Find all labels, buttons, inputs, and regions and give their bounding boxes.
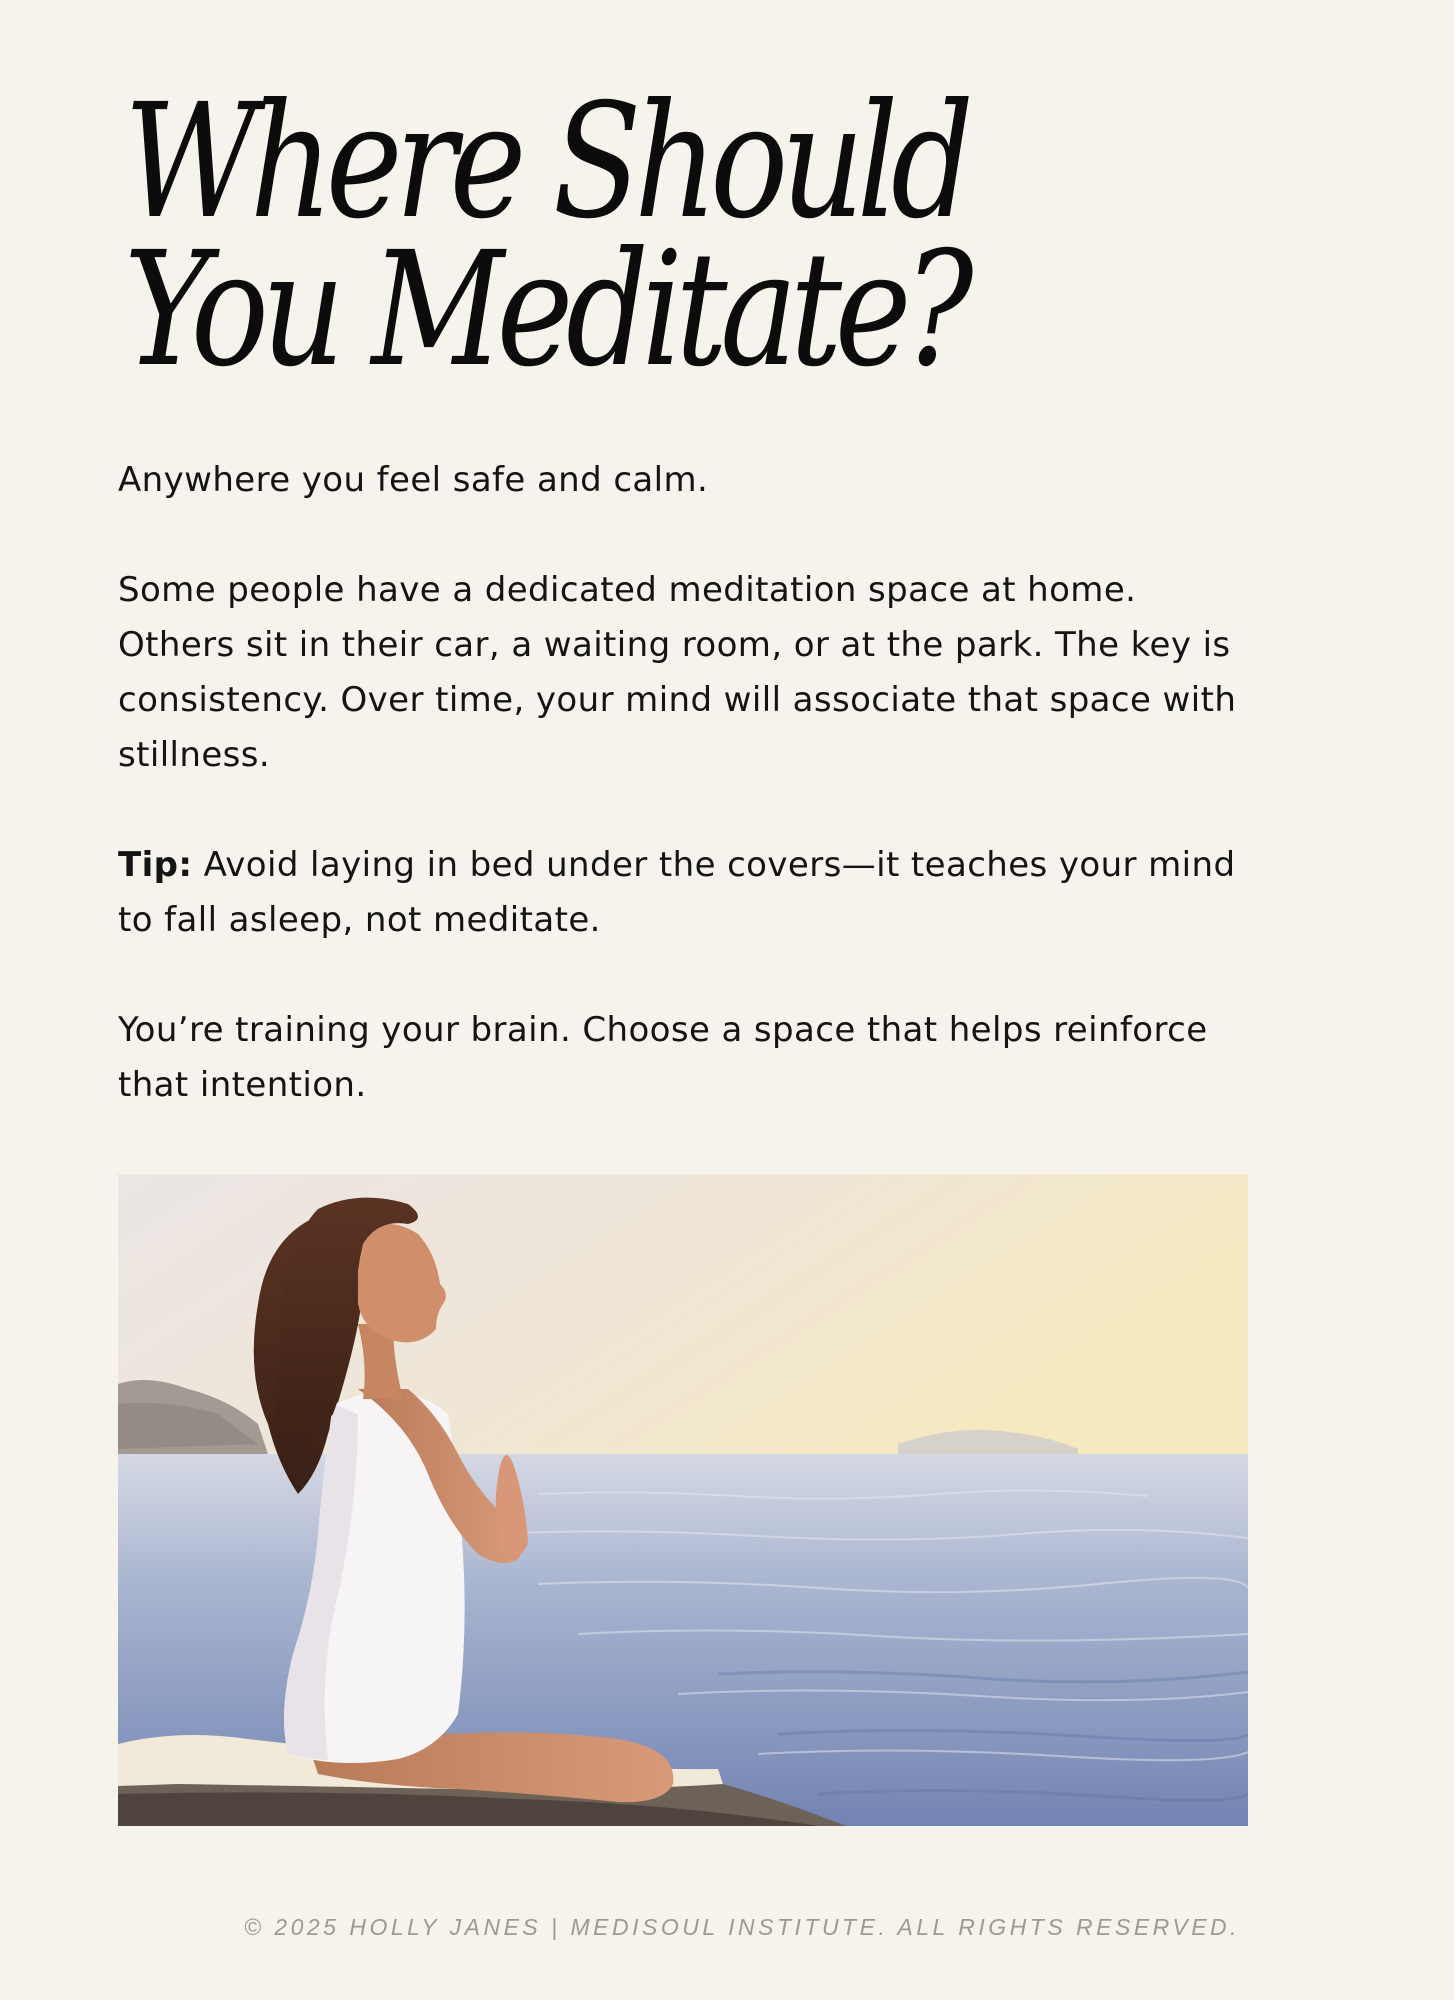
tip-paragraph	[118, 838, 1258, 948]
footer-copyright: © 2025 HOLLY JANES | MEDISOUL INSTITUTE. ALL RIGHTS RESERVED.	[243, 1914, 1241, 1940]
meditation-photo-illustration	[118, 1174, 1248, 1826]
body-paragraph: Some people have a dedicated meditation space at home. Others sit in their car, a waiting room, or at the park. The key is consistency. Over time, your mind will associate that space with stillness.	[118, 570, 1237, 775]
page-title-line-1: Where Should	[124, 70, 967, 254]
intro-paragraph: Anywhere you feel safe and calm.	[118, 460, 709, 500]
article-body	[118, 453, 1258, 1113]
tip-text: Avoid laying in bed under the covers—it teaches your mind to fall asleep, not meditate.	[118, 845, 1236, 940]
closing-paragraph: You’re training your brain. Choose a space that helps reinforce that intention.	[118, 1010, 1208, 1105]
tip-label: Tip:	[118, 845, 193, 885]
meditation-photo	[118, 1174, 1248, 1826]
page-title	[124, 70, 1026, 402]
page-title-line-2: You Meditate?	[124, 218, 967, 402]
